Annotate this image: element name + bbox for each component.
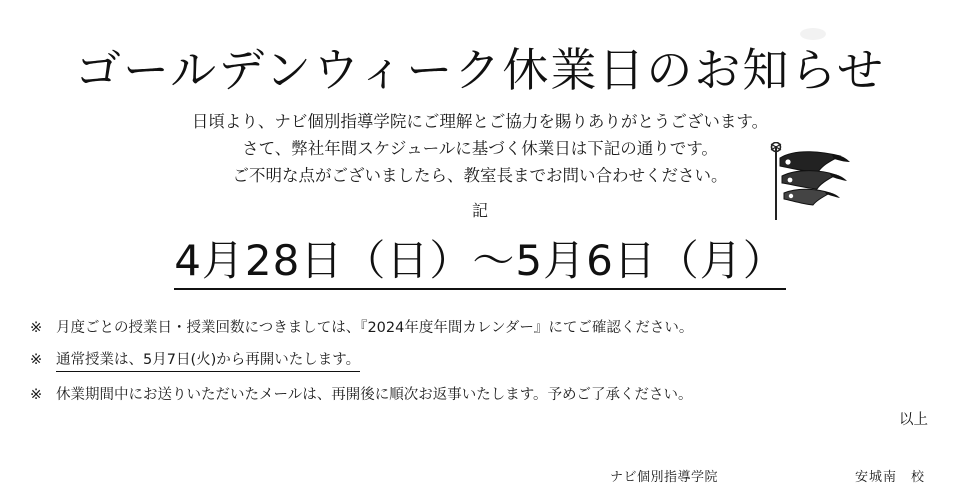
page-title: ゴールデンウィーク休業日のお知らせ bbox=[74, 43, 886, 97]
note-item bbox=[30, 352, 930, 372]
intro-line-2: さて、弊社年間スケジュールに基づく休業日は下記の通りです。 bbox=[242, 139, 718, 158]
holiday-date-range bbox=[0, 228, 960, 288]
note-mark: ※ bbox=[30, 387, 43, 403]
note-item bbox=[30, 387, 930, 404]
note-text: 月度ごとの授業日・授業回数につきましては、『2024年度年間カレンダー』にてご確認ください。 bbox=[56, 320, 694, 336]
note-text: 休業期間中にお送りいただいたメールは、再開後に順次お返事いたします。予めご了承ください。 bbox=[56, 387, 693, 403]
footer-school-name: ナビ個別指導学院 bbox=[610, 470, 719, 485]
note-text: 通常授業は、5月7日(火)から再開いたします。 bbox=[56, 352, 360, 372]
koinobori-icon bbox=[762, 142, 872, 222]
closing-text: 以上 bbox=[899, 412, 928, 428]
note-mark: ※ bbox=[30, 352, 43, 368]
intro-line-3: ご不明な点がございましたら、教室長までお問い合わせください。 bbox=[232, 166, 728, 185]
note-mark: ※ bbox=[30, 320, 43, 336]
note-item bbox=[30, 320, 930, 337]
intro-line-1: 日頃より、ナビ個別指導学院にご理解とご協力を賜りありがとうございます。 bbox=[191, 112, 769, 131]
notes-list bbox=[30, 320, 930, 419]
ki-label: 記 bbox=[471, 201, 488, 220]
holiday-date-range-text: 4月28日（日）〜5月6日（月） bbox=[174, 236, 786, 290]
footer-branch-name: 安城南 校 bbox=[855, 470, 926, 485]
